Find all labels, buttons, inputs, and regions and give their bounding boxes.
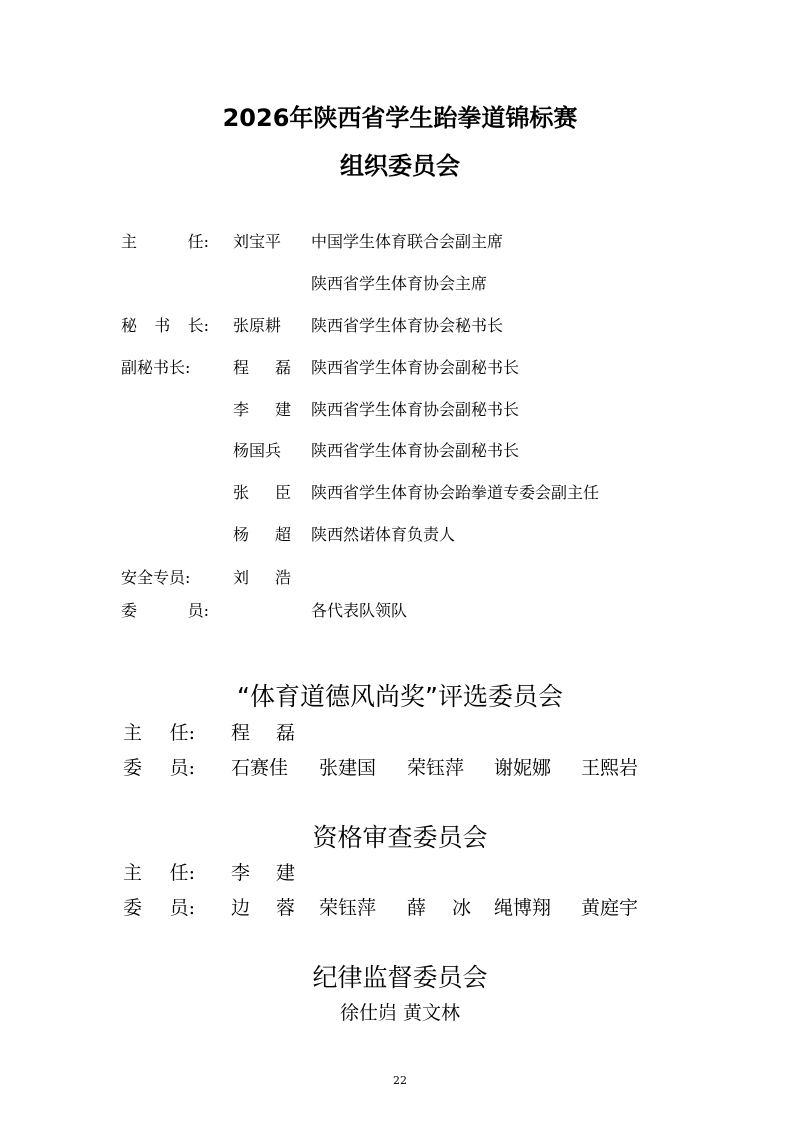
- member-name: [494, 753, 558, 783]
- member-position: 陕西省学生体育协会跆拳道专委会副主任: [311, 483, 600, 502]
- member-name: [231, 753, 295, 783]
- members-row: [0, 753, 800, 783]
- director-name-part: 建: [275, 862, 295, 884]
- member-position: 陕西然诺体育负责人: [311, 525, 456, 544]
- committee-row: [0, 522, 800, 548]
- member-name: [233, 397, 291, 423]
- member-name-part: 程: [233, 358, 250, 377]
- member-position: 陕西省学生体育协会秘书长: [311, 316, 504, 335]
- member-name-part: 谢妮娜: [494, 757, 552, 779]
- member-name-part: 荣钰萍: [319, 897, 377, 919]
- role-label-part: 员:: [169, 897, 195, 919]
- member-name-part: 臣: [274, 483, 291, 502]
- director-name-part: 程: [231, 722, 251, 744]
- director-row: [0, 718, 800, 748]
- committee-row: [0, 397, 800, 423]
- committee-row: [0, 565, 800, 591]
- role-label: [123, 753, 195, 783]
- role-label-part: 主: [123, 862, 143, 884]
- member-name-part: 王熙岩: [581, 757, 639, 779]
- member-name-part: 杨国兵: [233, 441, 282, 460]
- member-name-part: 绳博翔: [494, 897, 552, 919]
- role-label-part: 委: [121, 601, 138, 620]
- member-name-part: 张建国: [319, 757, 377, 779]
- role-label: [121, 229, 209, 255]
- member-name: [233, 565, 291, 591]
- committee-row: [0, 438, 800, 464]
- role-label-part: 副秘书长:: [121, 358, 191, 377]
- role-label: [123, 858, 195, 888]
- discipline-committee-members: 徐仕岿 黄文林: [339, 1002, 461, 1024]
- member-position: 陕西省学生体育协会副秘书长: [311, 441, 520, 460]
- members-row: [0, 893, 800, 923]
- director-name: [231, 718, 295, 748]
- member-name: [233, 438, 291, 464]
- member-name-part: 建: [274, 400, 291, 419]
- member-position: 各代表队领队: [311, 601, 408, 620]
- discipline-committee-heading: 纪律监督委员会: [312, 963, 488, 992]
- committee-row: [0, 598, 800, 624]
- member-name-part: 李: [233, 400, 250, 419]
- committee-row: [0, 480, 800, 506]
- member-name-part: 石赛佳: [231, 757, 289, 779]
- member-position: 中国学生体育联合会副主席: [311, 232, 504, 251]
- committee-row: [0, 313, 800, 339]
- member-name: [233, 480, 291, 506]
- member-name-part: 刘宝平: [233, 232, 282, 251]
- role-label: [121, 598, 209, 624]
- member-name-part: 刘: [233, 568, 250, 587]
- committee-row: [0, 355, 800, 381]
- member-name-part: 黄庭宇: [581, 897, 639, 919]
- member-name-part: 杨: [233, 525, 250, 544]
- role-label-part: 主: [121, 232, 138, 251]
- document-title: 2026年陕西省学生跆拳道锦标赛: [222, 104, 578, 132]
- role-label-part: 安全专员:: [121, 568, 191, 587]
- director-row: [0, 858, 800, 888]
- member-name: [581, 753, 645, 783]
- role-label-part: 秘: [121, 316, 138, 335]
- member-name: [231, 893, 295, 923]
- member-name-part: 张: [233, 483, 250, 502]
- member-name-part: 冰: [451, 897, 471, 919]
- member-position: 陕西省学生体育协会副秘书长: [311, 358, 520, 377]
- role-label-part: 员:: [187, 601, 209, 620]
- member-name: [233, 355, 291, 381]
- member-name: [581, 893, 645, 923]
- member-name-part: 超: [274, 525, 291, 544]
- director-name-part: 李: [231, 862, 251, 884]
- member-name-part: 磊: [274, 358, 291, 377]
- committee-row: [0, 229, 800, 255]
- member-name: [494, 893, 558, 923]
- member-name-part: 薛: [407, 897, 427, 919]
- role-label-part: 长:: [187, 316, 209, 335]
- member-name-part: 浩: [274, 568, 291, 587]
- committee-row: [0, 271, 800, 297]
- member-name: [319, 753, 383, 783]
- role-label: [123, 893, 195, 923]
- director-name-part: 磊: [275, 722, 295, 744]
- role-label: [121, 565, 209, 591]
- director-name: [231, 858, 295, 888]
- member-name: [233, 313, 291, 339]
- qualification-committee-heading: 资格审查委员会: [312, 823, 488, 852]
- ethics-committee-heading: “体育道德风尚奖”评选委员会: [237, 682, 563, 711]
- member-name-part: 荣钰萍: [407, 757, 465, 779]
- role-label: [123, 718, 195, 748]
- role-label-part: 任:: [169, 722, 195, 744]
- member-position: 陕西省学生体育协会主席: [311, 274, 488, 293]
- member-name: [319, 893, 383, 923]
- member-name-part: 边: [231, 897, 251, 919]
- document-subtitle: 组织委员会: [340, 152, 460, 180]
- member-name-part: 张原耕: [233, 316, 282, 335]
- role-label-part: 任:: [169, 862, 195, 884]
- member-name: [233, 229, 291, 255]
- member-name: [407, 753, 471, 783]
- role-label-part: 员:: [169, 757, 195, 779]
- member-name: [407, 893, 471, 923]
- role-label-part: 委: [123, 897, 143, 919]
- role-label: [121, 355, 209, 381]
- member-name: [233, 522, 291, 548]
- page-number: 22: [393, 1074, 407, 1087]
- role-label-part: 任:: [187, 232, 209, 251]
- role-label-part: 委: [123, 757, 143, 779]
- role-label-part: 书: [154, 316, 171, 335]
- member-position: 陕西省学生体育协会副秘书长: [311, 400, 520, 419]
- member-name-part: 蓉: [275, 897, 295, 919]
- role-label-part: 主: [123, 722, 143, 744]
- role-label: [121, 313, 209, 339]
